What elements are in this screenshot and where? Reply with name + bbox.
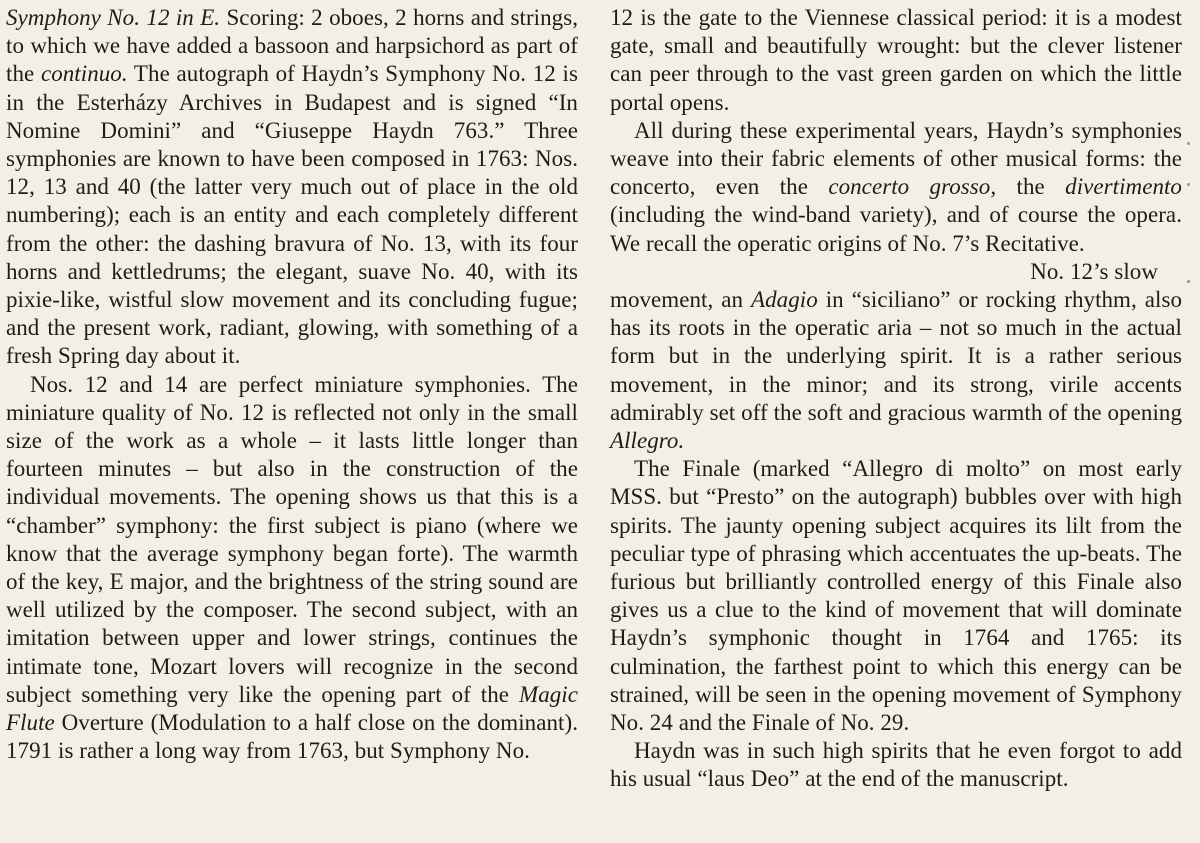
left-paragraph-2 (6, 371, 578, 766)
concerto-grosso-term: concerto grosso, (828, 174, 997, 200)
allegro-term: Allegro. (610, 428, 685, 454)
right-paragraph-4: The Finale (marked “Allegro di molto” on most early MSS. but “Presto” on the autograph) bubbles over with high spirits. The jaunty opening subject acquires its lilt from the peculiar type of phrasing which accentuates the up-beats. The furious but brilliantly controlled energy of this Finale also gives us a clue to the kind of movement that will dominate Haydn’s symphonic thought in 1764 and 1765: its culmination, the farthest point to which this energy can be strained, will be seen in the opening movement of Symphony No. 24 and the Finale of No. 29. (610, 456, 1182, 736)
divertimento-term: divertimento (1065, 174, 1182, 200)
right-paragraph-3-text-b: in “siciliano” or rocking rhythm, also has its roots in the operatic aria – not so much in the actual form but in the underlying spirit. It is a rather serious movement, in the minor; and its strong, virile accents admirably set off the soft and gracious warmth of the opening (610, 287, 1182, 425)
symphony-title: Symphony No. 12 in E. (6, 5, 221, 30)
left-paragraph-2-text-a: Nos. 12 and 14 are perfect miniature symphonies. The miniature quality of No. 12 is reflected not only in the small size of the work as a whole – it lasts little longer than fourteen minutes – but also in the construction of the individual movements. The opening shows us that this is a “chamber” symphony: the first subject is piano (where we know that the average symphony began forte). The warmth of the key, E major, and the brightness of the string sound are well utilized by the composer. The second subject, with an imitation between upper and lower strings, continues the intimate tone, Mozart lovers will recognize in the second subject something very like the opening part of the (6, 371, 578, 707)
left-text-column (6, 4, 578, 765)
left-paragraph-1 (6, 4, 578, 371)
left-paragraph-1-text-b: The autograph of Haydn’s Symphony No. 12 is in the Esterházy Archives in Budapest and is signed “In Nomine Domini” and “Giuseppe Haydn 763.” Three symphonies are known to have been composed in 1763: Nos. 12, 13 and 40 (the latter very much out of place in the old numbering); each is an entity and each completely different from the other: the dashing bravura of No. 13, with its four horns and kettledrums; the elegant, suave No. 40, with its pixie-like, wistful slow movement and its concluding fugue; and the present work, radiant, glowing, with something of a fresh Spring day about it. (6, 61, 578, 369)
continuo-term: continuo. (40, 61, 128, 87)
right-paragraph-3 (610, 286, 1182, 455)
right-paragraph-5: Haydn was in such high spirits that he even forgot to add his usual “laus Deo” at the end of the manuscript. (610, 738, 1182, 792)
right-paragraph-2-text-a: All during these experimental years, Haydn’s symphonies weave into their fabric elements of other musical forms: the concerto, even the (610, 117, 1182, 200)
right-paragraph-2 (610, 117, 1182, 258)
scan-speck (1187, 142, 1190, 145)
right-paragraph-1: 12 is the gate to the Viennese classical period: it is a modest gate, small and beautifully wrought: but the clever listener can peer through to the vast green garden on which the little portal opens. (610, 5, 1182, 115)
scan-speck (1187, 280, 1190, 283)
right-paragraph-2-text-c: (including the wind-band variety), and of course the opera. We recall the operatic origins of No. 7’s Recitative. (610, 202, 1182, 256)
left-paragraph-1-text-a: Scoring: 2 oboes, 2 horns and strings, to which we have added a bassoon and harpsichord as part of the (6, 5, 578, 87)
scan-speck (1187, 183, 1190, 186)
right-text-column (610, 4, 1182, 794)
magic-flute-title: Magic Flute (6, 681, 578, 736)
right-paragraph-2-text-b: the (996, 174, 1066, 200)
right-paragraph-3-text-a: movement, an (610, 287, 751, 313)
left-paragraph-2-text-b: Overture (Modulation to a half close on the dominant). 1791 is rather a long way from 1763, but Symphony No. (6, 710, 578, 764)
right-paragraph-3-start: No. 12’s slow (1030, 258, 1158, 284)
adagio-term: Adagio (751, 287, 818, 313)
